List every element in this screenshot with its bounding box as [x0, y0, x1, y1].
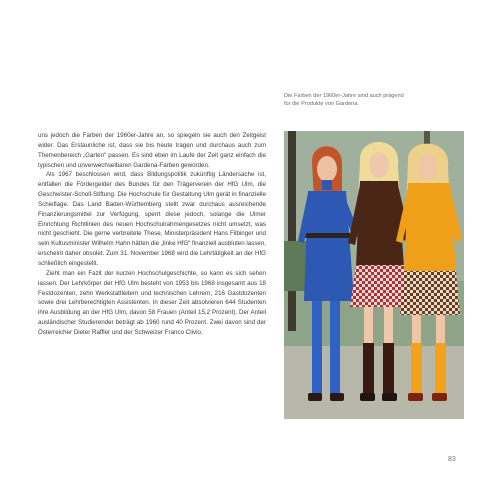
paragraph-3: Zieht man ein Fazit der kurzen Hochschulgeschichte, so kann es sich sehen lassen. Der Lehrkörper der HfG Ulm besteht von 1953 bis 1968 insgesamt aus 18 Festdozenten, zehn Werkstattleitern und technischen Lehrern, 216 Gastdozenten sowie drei Lehrberechtigten Assistenten. In dieser Zeit absolvieren 644 Studenten ihre Ausbildung an der HfG Ulm, davon 58 Frauen (Anteil 15,2 Prozent). Der Anteil ausländischer Studierender beträgt ab 1960 rund 40 Prozent. Zwei davon sind der Österreicher Dieter Raffler und der Schweizer Franco Clivio.	[38, 269, 266, 336]
caption-line-2: für die Produkte von Gardena.	[284, 100, 359, 107]
page-number: 83	[448, 456, 456, 463]
paragraph-1: uns jedoch die Farben der 1960er-Jahre an, so spiegeln sie auch den Zeitgeist wider. Das Erstaunliche ist, dass sie bis heute tragen und durchaus auch zum Themenbereich „Garten“ passen. Es sind eben im Laufe der Zeit ganz einfach die typischen und unverwechselbaren Gardena-Farben geworden.	[38, 132, 266, 169]
paragraph-2: Als 1967 beschlossen wird, dass Bildungspolitik zukünftig Ländersache ist, entfallen die Fördergelder des Bundes für den Trägerverein der HfG Ulm, die Geschwister-Scholl-Stiftung. Die Hochschule für Gestaltung Ulm gerät in finanzielle Schieflage. Das Land Baden-Württemberg stellt zwar durchaus ausreichende Finanzierungsmittel zur Verfügung, sperrt diese jedoch, solange die Ulmer Einrichtung Richtlinien des neuen Hochschulrahmengesetzes nicht umsetzt, was nicht geschieht. Die gerne verbreitete These, Ministerpräsident Hans Filbinger und sein Kultusminister Wilhelm Hahn hätten die „linke HfG“ finanziell ausbluten lassen, erscheint daher obsolet. Zum 31. November 1968 wird die Lehrtätigkeit an der HfG schließlich eingestellt.	[38, 171, 267, 267]
fashion-photo	[284, 131, 464, 419]
caption-line-1: Die Farben der 1960er-Jahre sind auch prägend	[284, 93, 404, 99]
photo-caption	[284, 93, 464, 108]
body-text	[38, 131, 266, 338]
tree-trunk	[288, 131, 296, 331]
fashion-photo-illustration	[284, 131, 464, 419]
